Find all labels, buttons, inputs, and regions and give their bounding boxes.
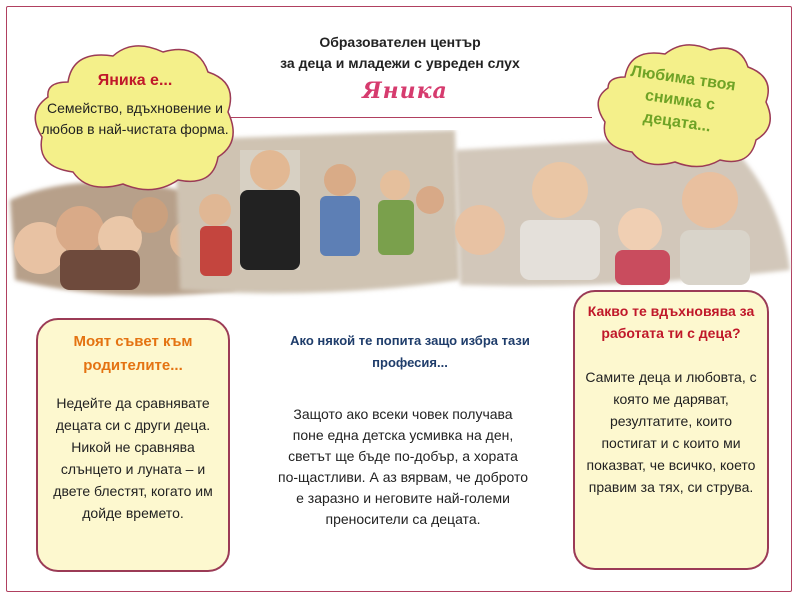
profession-question: Ако някой те попита защо избра тази професия...: [290, 333, 530, 370]
cloud-left-content: [40, 68, 230, 140]
cloud-right-text: Любима твоя снимка с децата...: [629, 62, 737, 136]
yanika-logo: Яника: [362, 78, 448, 104]
inspiration-box: [573, 290, 769, 570]
cloud-left-title: Яника е...: [97, 72, 173, 89]
header: [240, 32, 560, 74]
divider-line: [215, 117, 592, 118]
parents-advice-title: Моят съвет към родителите...: [73, 333, 193, 374]
cloud-left-text: Семейство, вдъхновение и любов в най-чистата форма.: [41, 100, 229, 137]
parents-advice-box: [36, 318, 230, 572]
profession-answer: Защото ако всеки човек получава поне една детска усмивка на ден, светът ще бъде по-добър, а хората по-щастливи. А аз вярвам, че доброто е заразно и неговите най-големи преносители са децата.: [278, 406, 528, 527]
header-line-2: за деца и младежи с увреден слух: [280, 55, 520, 71]
header-line-1: Образователен център: [319, 34, 481, 50]
parents-advice-body: Недейте да сравнявате децата си с други деца. Никой не сравнява слънцето и луната – и двете блестят, когато им дойде времето.: [53, 395, 213, 521]
inspiration-title: Какво те вдъхновява за работата ти с деца?: [587, 303, 755, 341]
inspiration-body: Самите деца и любовта, с която ме даряват, резултатите, които постигат и с които ми показват, че всичко, което правим за тях, си струва.: [585, 369, 757, 495]
